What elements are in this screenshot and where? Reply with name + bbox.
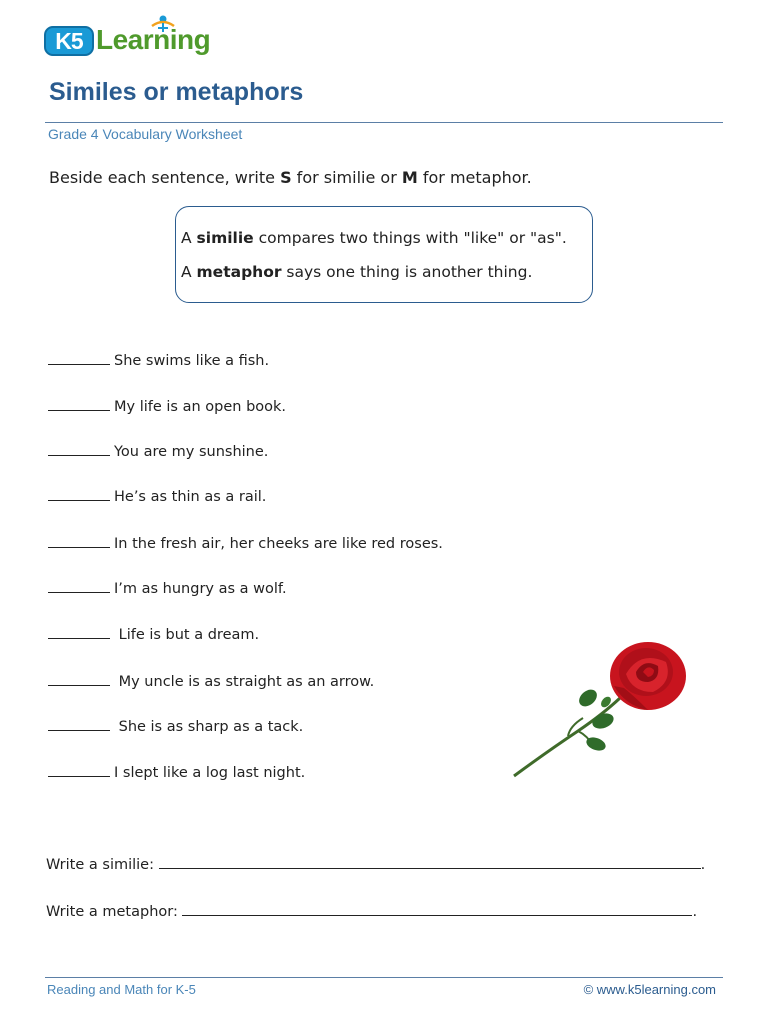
footer-website: © www.k5learning.com bbox=[583, 982, 716, 997]
k5-learning-logo bbox=[44, 18, 211, 60]
write-metaphor-line[interactable] bbox=[182, 903, 692, 916]
question-item bbox=[48, 764, 305, 781]
instructions-m: M bbox=[401, 168, 418, 187]
answer-blank[interactable] bbox=[48, 535, 110, 548]
answer-blank[interactable] bbox=[48, 580, 110, 593]
question-item bbox=[48, 626, 259, 643]
logo-badge: K5 bbox=[44, 26, 94, 56]
worksheet-subtitle: Grade 4 Vocabulary Worksheet bbox=[48, 126, 243, 142]
instructions-text-1: Beside each sentence, write bbox=[49, 168, 281, 187]
answer-blank[interactable] bbox=[48, 352, 110, 365]
write-metaphor-end: . bbox=[692, 904, 698, 920]
question-text: My uncle is as straight as an arrow. bbox=[114, 674, 375, 690]
answer-blank[interactable] bbox=[48, 398, 110, 411]
question-item bbox=[48, 580, 287, 597]
question-text: I slept like a log last night. bbox=[114, 765, 306, 781]
question-item bbox=[48, 718, 303, 735]
instructions-text-3: for metaphor. bbox=[417, 168, 532, 187]
question-text: You are my sunshine. bbox=[114, 444, 269, 460]
simile-prefix: A bbox=[181, 229, 197, 247]
question-text: He’s as thin as a rail. bbox=[114, 489, 267, 505]
question-item bbox=[48, 673, 374, 690]
write-metaphor-label: Write a metaphor: bbox=[46, 904, 178, 920]
metaphor-prefix: A bbox=[181, 263, 197, 281]
write-simile-end: . bbox=[700, 857, 706, 873]
question-text: Life is but a dream. bbox=[114, 627, 260, 643]
instructions-text-2: for similie or bbox=[291, 168, 402, 187]
red-rose-icon bbox=[508, 636, 698, 782]
question-text: My life is an open book. bbox=[114, 399, 287, 415]
question-text: She is as sharp as a tack. bbox=[114, 719, 304, 735]
instructions-s: S bbox=[280, 168, 292, 187]
answer-blank[interactable] bbox=[48, 488, 110, 501]
question-item bbox=[48, 352, 269, 369]
logo-word: Learning bbox=[96, 24, 211, 55]
simile-term: similie bbox=[196, 229, 254, 247]
page-title: Similes or metaphors bbox=[49, 78, 304, 106]
metaphor-text: says one thing is another thing. bbox=[281, 263, 533, 281]
answer-blank[interactable] bbox=[48, 673, 110, 686]
instructions bbox=[49, 168, 532, 187]
definition-box bbox=[175, 206, 593, 303]
answer-blank[interactable] bbox=[48, 443, 110, 456]
metaphor-definition bbox=[181, 263, 532, 281]
simile-definition bbox=[181, 229, 567, 247]
question-item bbox=[48, 535, 443, 552]
answer-blank[interactable] bbox=[48, 626, 110, 639]
header-divider bbox=[45, 122, 723, 123]
question-text: I’m as hungry as a wolf. bbox=[114, 581, 287, 597]
footer-tagline: Reading and Math for K-5 bbox=[47, 982, 196, 997]
question-item bbox=[48, 398, 286, 415]
write-simile-label: Write a similie: bbox=[46, 857, 154, 873]
question-item bbox=[48, 443, 268, 460]
question-text: She swims like a fish. bbox=[114, 353, 270, 369]
answer-blank[interactable] bbox=[48, 764, 110, 777]
question-text: In the fresh air, her cheeks are like red roses. bbox=[114, 536, 443, 552]
answer-blank[interactable] bbox=[48, 718, 110, 731]
write-simile-line[interactable] bbox=[159, 856, 701, 869]
question-item bbox=[48, 488, 266, 505]
metaphor-term: metaphor bbox=[196, 263, 282, 281]
simile-text: compares two things with "like" or "as". bbox=[253, 229, 567, 247]
write-simile-row bbox=[46, 856, 705, 873]
write-metaphor-row bbox=[46, 903, 697, 920]
footer-divider bbox=[45, 977, 723, 978]
